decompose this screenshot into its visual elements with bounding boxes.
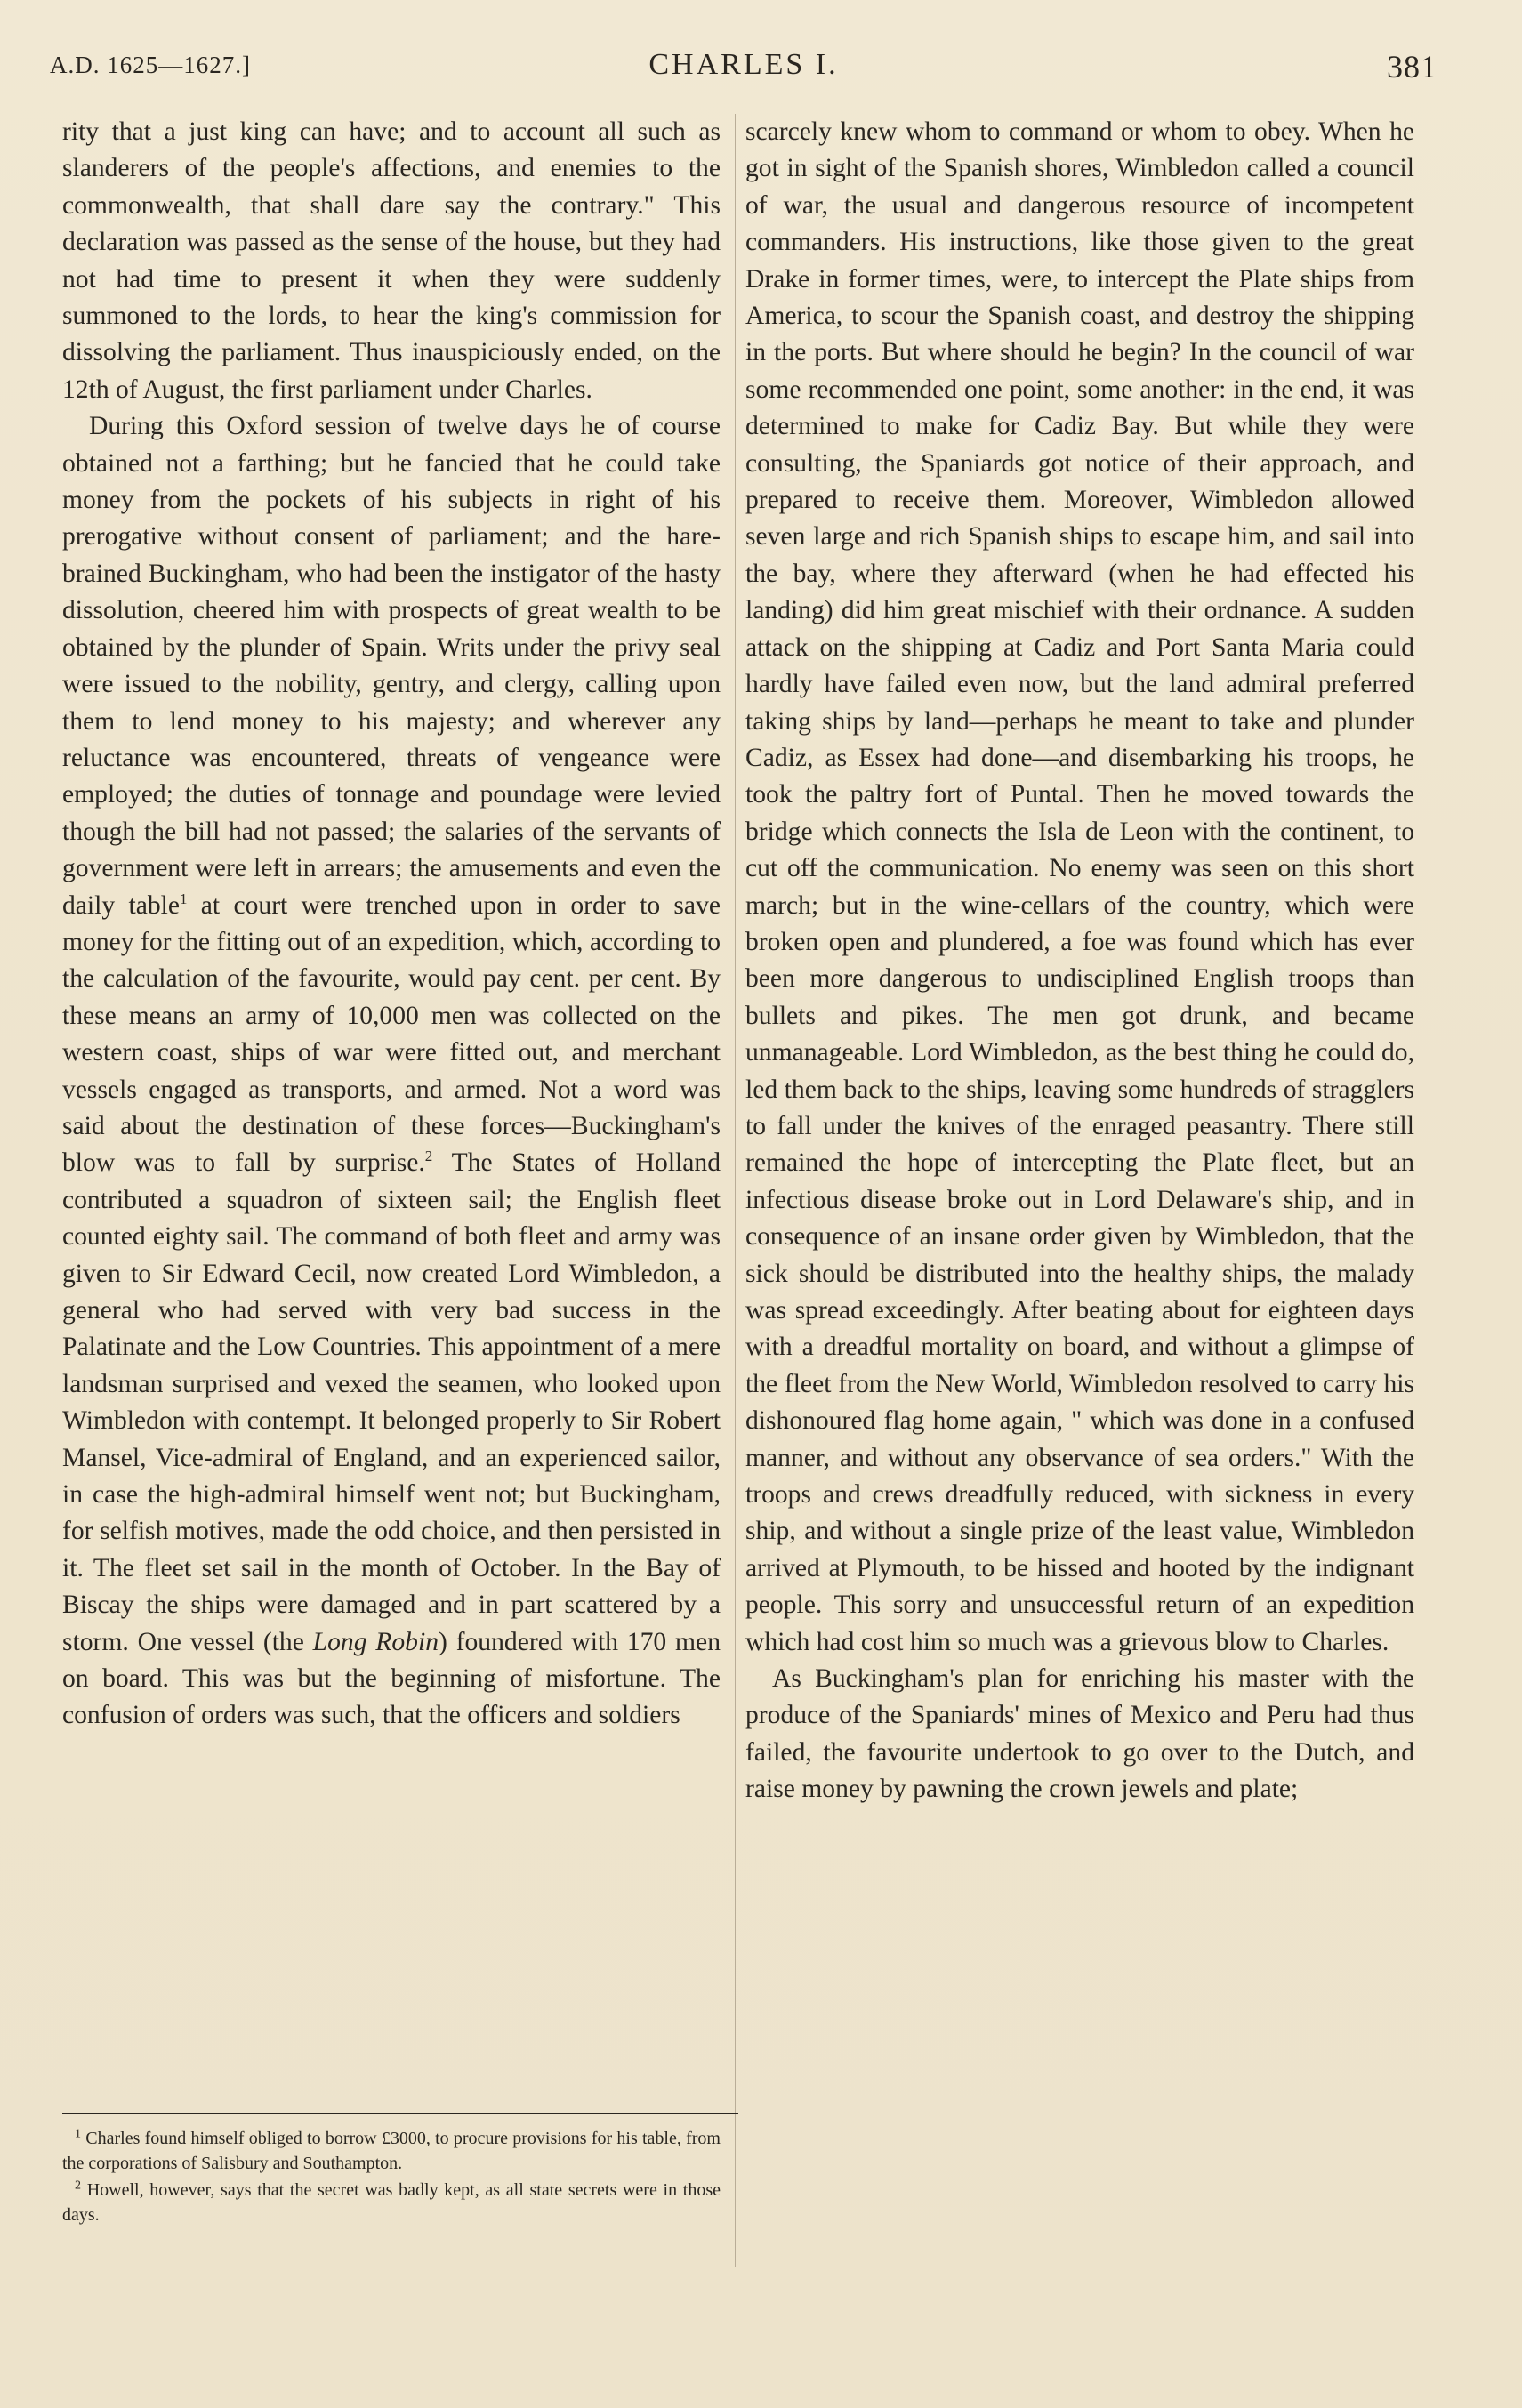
text-run: at court were trenched upon in order to save money for the fitting out of an expedition, which, according to the calculation of the favourite, would pay cent. per cent. By these means an army of 10,000 men was collected on the western coast, ships of war were fitted out, and merchant vessels engaged as transports, and armed. Not a word was said about the destination of these forces—Buckingham's blow was to fall by surprise.: [62, 890, 721, 1178]
paragraph: As Buckingham's plan for enriching his master with the produce of the Spaniards' mines of Mexico and Peru had thus failed, the favourite undertook to go over to the Dutch, and raise money by pawning the crown jewels and plate;: [745, 1664, 1414, 1804]
footnote-mark: 1: [75, 2127, 81, 2141]
page-number: 381: [1387, 49, 1437, 85]
column-divider: [735, 114, 736, 2267]
paragraph: [62, 408, 721, 1735]
running-header: [50, 46, 1437, 91]
header-dates: A.D. 1625—1627.]: [50, 52, 251, 78]
paragraph: rity that a just king can have; and to account all such as slanderers of the people's affections, and enemies to the commonwealth, that shall dare say the contrary." This declaration was passed as the sense of the house, but they had not had time to present it when they were suddenly summoned to the lords, to hear the king's commission for dissolving the parliament. Thus inauspiciously ended, on the 12th of August, the first parliament under Charles.: [62, 117, 721, 404]
footnote-text: Howell, however, says that the secret was badly kept, as all state secrets were in those days.: [62, 2180, 721, 2225]
ship-name: Long Robin: [312, 1627, 439, 1656]
footnote-ref: 2: [424, 1148, 433, 1165]
right-column: [745, 114, 1414, 1808]
header-title: CHARLES I.: [648, 48, 839, 81]
paragraph: scarcely knew whom to command or whom to obey. When he got in sight of the Spanish shores, Wimbledon called a council of war, the usual and dangerous resource of incompetent commanders. His instructions, like those given to the great Drake in former times, were, to intercept the Plate ships from America, to scour the Spanish coast, and destroy the shipping in the ports. But where should he begin? In the council of war some recommended one point, some another: in the end, it was determined to make for Cadiz Bay. But while they were consulting, the Spaniards got notice of their approach, and prepared to receive them. Moreover, Wimbledon allowed seven large and rich Spanish ships to escape him, and sail into the bay, where they afterward (when he had effected his landing) did him great mischief with their ordnance. A sudden attack on the shipping at Cadiz and Port Santa Maria could hardly have failed even now, but the land admiral preferred taking ships by land—perhaps he meant to take and plunder Cadiz, as Essex had done—and disembarking his troops, he took the paltry fort of Puntal. Then he moved towards the bridge which connects the Isla de Leon with the continent, to cut off the communication. No enemy was seen on this short march; but in the wine-cellars of the country, which were broken open and plundered, a foe was found which has ever been more dangerous to undisciplined English troops than bullets and pikes. The men got drunk, and became unmanageable. Lord Wimbledon, as the best thing he could do, led them back to the ships, leaving some hundreds of stragglers to fall under the knives of the enraged peasantry. There still remained the hope of intercepting the Plate fleet, but an infectious disease broke out in Lord Delaware's ship, and in consequence of an insane order given by Wimbledon, that the sick should be distributed into the healthy ships, the malady was spread exceedingly. After beating about for eighteen days with a dreadful mortality on board, and without a glimpse of the fleet from the New World, Wimbledon resolved to carry his dishonoured flag home again, " which was done in a confused manner, and without any observance of sea orders." With the troops and crews dreadfully reduced, with sickness in every ship, and without a single prize of the least value, Wimbledon arrived at Plymouth, to be hissed and hooted by the indignant people. This sorry and unsuccessful return of an expedition which had cost him so much was a grievous blow to Charles.: [745, 117, 1414, 1656]
text-run: The States of Holland contributed a squadron of sixteen sail; the English fleet counted eighty sail. The command of both fleet and army was given to Sir Edward Cecil, now created Lord Wimbledon, a general who had served with very bad success in the Palatinate and the Low Countries. This appointment of a mere landsman surprised and vexed the seamen, who looked upon Wimbledon with contempt. It belonged properly to Sir Robert Mansel, Vice-admiral of England, and an experienced sailor, in case the high-admiral himself went not; but Buckingham, for selfish motives, made the odd choice, and then persisted in it. The fleet set sail in the month of October. In the Bay of Biscay the ships were damaged and in part scattered by a storm. One vessel (the: [62, 1148, 721, 1656]
footnote-divider: [62, 2113, 738, 2114]
text-run: During this Oxford session of twelve days he of course obtained not a farthing; but he fancied that he could take money from the pockets of his subjects in right of his prerogative without consent of parliament; and the hare-brained Buckingham, who had been the instigator of the hasty dissolution, cheered him with prospects of great wealth to be obtained by the plunder of Spain. Writs under the privy seal were issued to the nobility, gentry, and clergy, calling upon them to lend money to his majesty; and wherever any reluctance was encountered, threats of vengeance were employed; the duties of tonnage and poundage were levied though the bill had not passed; the salaries of the servants of government were left in arrears; the amusements and even the daily table: [62, 412, 721, 920]
footnotes: [62, 2126, 721, 2229]
footnote: [62, 2126, 721, 2176]
footnote-ref: 1: [180, 890, 188, 907]
footnote: [62, 2178, 721, 2227]
footnote-mark: 2: [75, 2178, 81, 2193]
footnote-text: Charles found himself obliged to borrow £3000, to procure provisions for his table, from the corporations of Salisbury and Southampton.: [62, 2129, 721, 2173]
left-column: [62, 114, 721, 1735]
text-run: ) foundered with 170 men on board. This was but the beginning of misfortune. The confusion of orders was such, that the officers and soldiers: [62, 1627, 721, 1730]
